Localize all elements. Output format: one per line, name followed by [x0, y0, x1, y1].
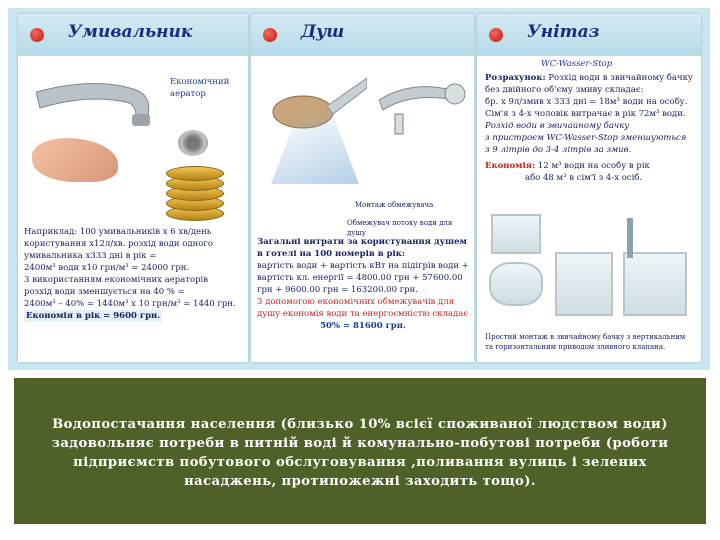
toilet-install-caption: Простий монтаж в звичайному бачку з вертикальним та горизонтальним приводом зливного клапана. [485, 333, 686, 351]
shower-line: Загальні витрати за користування душем [257, 237, 467, 247]
toilet-line: бр. х 9л/змив х 333 дні = 18м³ води на особу. [485, 97, 688, 107]
toilet-economy-label: Економія: [485, 161, 536, 171]
toilet-line: Сім'я з 4-х чоловік витрачає в рік 72м³ води. [485, 109, 686, 119]
coins-icon [166, 156, 222, 220]
washbasin-panel-header [18, 14, 248, 56]
caption-text: Водопостачання населення (близько 10% всієї споживаної людством води) задовольняє потреби в питній воді й комунально-побутові потреби (роботи підприємств побутового обслуговування ,поливання вулиць і зелених насаджень, протипожежні заходить тощо). [51, 417, 669, 489]
toilet-economy-text-2: або 48 м³ в сім'ї з 4-х осіб. [525, 173, 643, 183]
toilet-line: без двійного об'єму змиву складає: [485, 85, 644, 95]
cistern-image [623, 252, 687, 316]
toilet-image [487, 214, 545, 314]
shower-savings-total: 50% = 81600 грн. [320, 321, 406, 331]
washbasin-line: користування х12л/хв. розхід води одного [24, 239, 213, 249]
shower-line: грн + 9600.00 грн = 163200.00 грн. [257, 285, 418, 295]
shower-panel-header [251, 14, 474, 56]
toilet-panel [477, 14, 701, 362]
cistern-image [555, 252, 613, 316]
shower-line: в готелі на 100 номерів в рік: [257, 249, 406, 259]
washbasin-economy: Економія в рік = 9600 грн. [26, 311, 161, 321]
washbasin-line: 3 використанням економічних аераторів [24, 275, 209, 285]
caption-box [14, 378, 706, 524]
toilet-calc-label: Розрахунок: [485, 73, 546, 83]
toilet-calculation [485, 72, 697, 184]
washbasin-calculation [24, 226, 246, 322]
aerator-icon [178, 130, 208, 156]
shower-savings-line: душу економія води та енергоємністю складає [257, 309, 469, 319]
washbasin-panel [18, 14, 248, 362]
washbasin-title: Умивальник [68, 22, 193, 42]
shower-line: вартість води + вартість кВт на підігрів води + [257, 261, 469, 271]
shower-line: вартість кл. енергії = 4800.00 грн + 57600.00 [257, 273, 463, 283]
red-bullet-icon [30, 28, 44, 42]
toilet-line: з 9 літрів до 3-4 літрів за змив. [485, 145, 632, 155]
washbasin-line: розхід води зменшується на 40 % = [24, 287, 185, 297]
toilet-brand: WC-Wasser-Stop [541, 59, 613, 69]
toilet-line: з пристроєм WC-Wasser-Stop зменшуються [485, 133, 687, 143]
washbasin-line: 2400м³ – 40% = 1440м³ х 10 грн/м³ = 1440 грн. [24, 299, 236, 309]
washbasin-line: умивальника х333 дні в рік = [24, 251, 157, 261]
infographic-image [8, 8, 710, 370]
red-bullet-icon [489, 28, 503, 42]
toilet-line: Розхід води в звичайному бачку [548, 73, 693, 83]
toilet-line: Розхід води в звичайному бачку [485, 121, 630, 131]
red-bullet-icon [263, 28, 277, 42]
toilet-panel-header [477, 14, 701, 56]
shower-caption-2: Обмежувач потоку води для душу [347, 219, 453, 237]
shower-calculation [257, 236, 469, 332]
aerator-label: Економічний аератор [170, 77, 230, 99]
shower-panel [251, 14, 474, 362]
shower-caption-1: Монтаж обмежувача [355, 201, 434, 209]
shower-title: Душ [301, 22, 345, 42]
washbasin-line: Наприклад: 100 умивальників х 6 хв/день [24, 227, 212, 237]
shower-savings-line: 3 допомогою економічних обмежувачів для [257, 297, 455, 307]
toilet-title: Унітаз [527, 22, 600, 42]
flow-restrictor-icon [371, 70, 467, 140]
toilet-economy-text: 12 м³ води на особу в рік [537, 161, 650, 171]
washbasin-line: 2400м³ води х10 грн/м³ = 24000 грн. [24, 263, 190, 273]
valve-rod-icon [627, 218, 633, 258]
